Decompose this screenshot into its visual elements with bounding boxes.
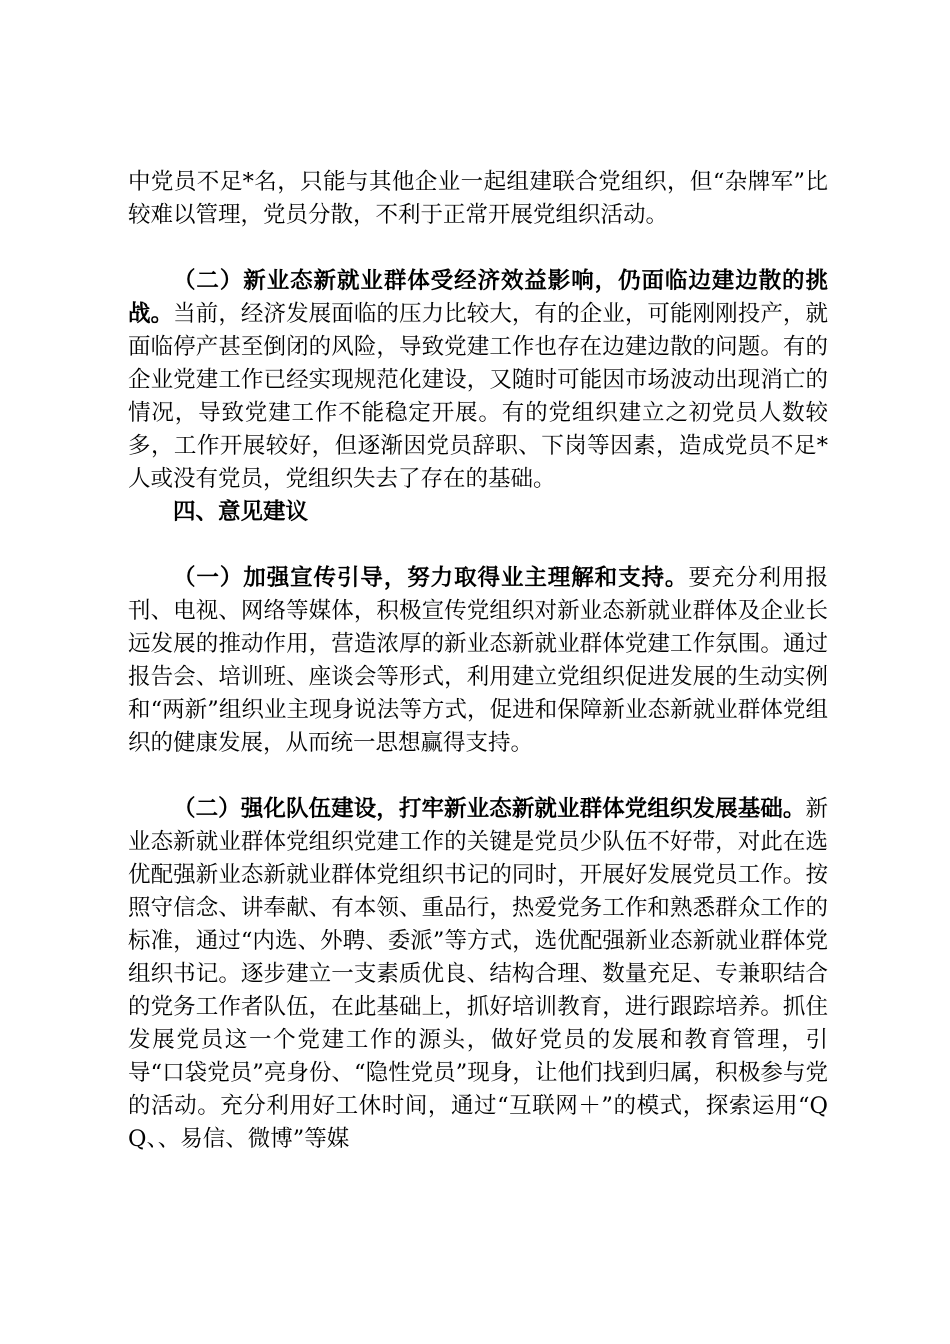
paragraph-lead-heading: （一）加强宣传引导，努力取得业主理解和支持。 (173, 565, 689, 591)
paragraph-body: 新业态新就业群体党组织党建工作的关键是党员少队伍不好带，对此在选优配强新业态新就业群体党组织书记的同时，开展好发展党员工作。按照守信念、讲奉献、有本领、重品行，热爱党务工作和熟悉群众工作的标准，通过“内选、外聘、委派”等方式，选优配强新业态新就业群体党组织书记。逐步建立一支素质优良、结构合理、数量充足、专兼职结合的党务工作者队伍，在此基础上，抓好培训教育，进行跟踪培养。抓住发展党员这一个党建工作的源头，做好党员的发展和教育管理，引导“口袋党员”亮身份、“隐性党员”现身，让他们找到归属，积极参与党的活动。充分利用好工休时间，通过“互联网＋”的模式，探索运用“QQ、、易信、微博”等媒 (128, 796, 828, 1152)
paragraph-edge-building-challenge (128, 265, 828, 496)
section-heading: 四、意见建议 (173, 499, 309, 525)
paragraph-lead-heading: （二）新业态新就业群体受经济效益影响，仍面临边建边散的挑战。 (128, 268, 828, 327)
paragraph-lead-heading: （二）强化队伍建设，打牢新业态新就业群体党组织发展基础。 (173, 796, 806, 822)
paragraph-continuation: 中党员不足*名，只能与其他企业一起组建联合党组织，但“杂牌军”比较难以管理，党员分散，不利于正常开展党组织活动。 (128, 169, 828, 228)
paragraph-body: 要充分利用报刊、电视、网络等媒体，积极宣传党组织对新业态新就业群体及企业长远发展的推动作用，营造浓厚的新业态新就业群体党建工作氛围。通过报告会、培训班、座谈会等形式，利用建立党组织促进发展的生动实例和“两新”组织业主现身说法等方式，促进和保障新业态新就业群体党组织的健康发展，从而统一思想赢得支持。 (128, 565, 828, 756)
paragraph-publicity-guidance (128, 562, 828, 760)
document-page (128, 166, 828, 1156)
paragraph-body: 当前，经济发展面临的压力比较大，有的企业，可能刚刚投产，就面临停产甚至倒闭的风险，导致党建工作也存在边建边散的问题。有的企业党建工作已经实现规范化建设，又随时可能因市场波动出现消亡的情况，导致党建工作不能稳定开展。有的党组织建立之初党员人数较多，工作开展较好，但逐渐因党员辞职、下岗等因素，造成党员不足*人或没有党员，党组织失去了存在的基础。 (128, 301, 828, 492)
paragraph-team-building (128, 793, 828, 1156)
